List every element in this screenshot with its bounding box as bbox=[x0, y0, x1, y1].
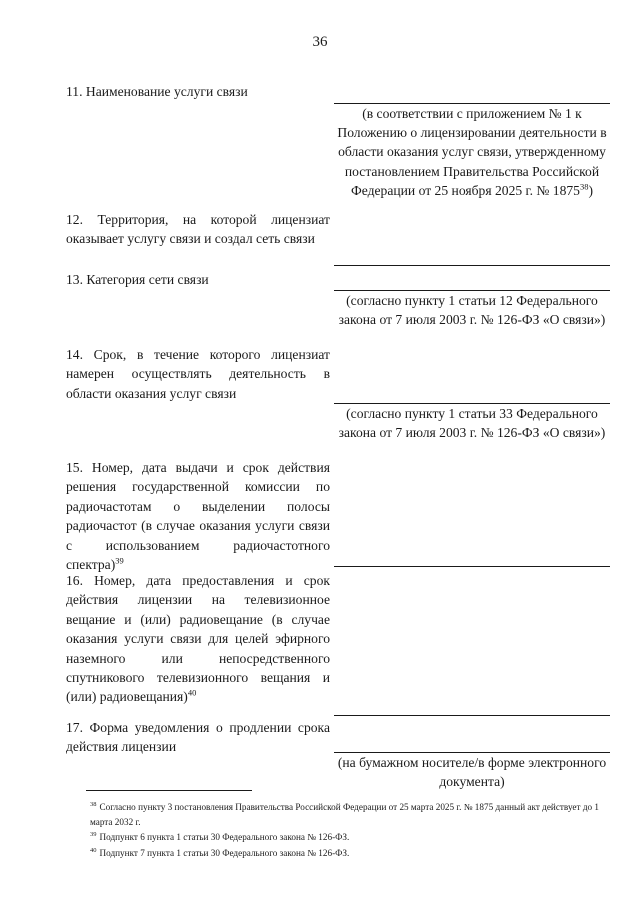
item-15-text: 15. Номер, дата выдачи и срок действия решения государственной комиссии по радиочастотам о выделении полосы радиочастот (в случае оказания услуги связи с использованием радиочастотного спектра) bbox=[66, 460, 330, 573]
footnote-38-mark: 38 bbox=[90, 800, 97, 808]
item-12-text: 12. Территория, на которой лицензиат оказывает услугу связи и создал сеть связи bbox=[66, 212, 330, 247]
item-15-answer-line bbox=[334, 566, 610, 567]
item-17-label bbox=[66, 718, 330, 757]
footnote-38-text: Согласно пункту 3 постановления Правительства Российской Федерации от 25 марта 2025 г. № 1875 данный акт действует до 1 марта 2032 г. bbox=[90, 802, 599, 828]
footnote-39 bbox=[90, 830, 612, 845]
item-12-answer-line bbox=[334, 265, 610, 266]
page-number: 36 bbox=[312, 34, 328, 50]
item-13-text: 13. Категория сети связи bbox=[66, 272, 209, 287]
item-13-label bbox=[66, 270, 330, 289]
note-activity-term bbox=[334, 404, 610, 442]
footnote-40-mark: 40 bbox=[90, 846, 97, 854]
item-14-label bbox=[66, 345, 330, 403]
item-15-label bbox=[66, 458, 330, 574]
footnote-ref-40[interactable]: 40 bbox=[187, 687, 197, 698]
item-16-answer-line bbox=[334, 715, 610, 716]
footnote-39-mark: 39 bbox=[90, 830, 97, 838]
footnote-ref-38[interactable]: 38 bbox=[579, 181, 589, 192]
footnote-ref-39[interactable]: 39 bbox=[115, 555, 124, 566]
item-11-text: 11. Наименование услуги связи bbox=[66, 84, 248, 99]
footnote-separator bbox=[86, 790, 252, 791]
note-service-name bbox=[334, 104, 610, 200]
note-service-name-text: (в соответствии с приложением № 1 к Положению о лицензировании деятельности в области оказания услуг связи, утвержденному постановлением Правительства Российской Федерации от 25 ноября 2025 г. № 1875 bbox=[337, 106, 607, 198]
item-16-label bbox=[66, 571, 330, 707]
note-network-category-text: (согласно пункту 1 статьи 12 Федерального закона от 7 июля 2003 г. № 126-ФЗ «О связи») bbox=[338, 293, 606, 328]
item-12-label bbox=[66, 210, 330, 249]
footnote-40 bbox=[90, 846, 612, 861]
note-service-name-tail: ) bbox=[588, 182, 593, 198]
item-14-text: 14. Срок, в течение которого лицензиат намерен осуществлять деятельность в области оказания услуг связи bbox=[66, 347, 330, 401]
note-network-category bbox=[334, 291, 610, 329]
footnote-40-text: Подпункт 7 пункта 1 статьи 30 Федерального закона № 126-ФЗ. bbox=[99, 848, 350, 858]
item-16-text: 16. Номер, дата предоставления и срок действия лицензии на телевизионное вещание и (или) радиовещание (в случае оказания услуги связи для целей эфирного наземного или непосредственного спутникового телевизионного вещания и (или) радиовещания) bbox=[66, 573, 330, 705]
item-17-text: 17. Форма уведомления о продлении срока действия лицензии bbox=[66, 720, 330, 755]
note-notification-form bbox=[334, 753, 610, 791]
note-activity-term-text: (согласно пункту 1 статьи 33 Федерального закона от 7 июля 2003 г. № 126-ФЗ «О связи») bbox=[338, 406, 606, 441]
note-notification-form-text: (на бумажном носителе/в форме электронного документа) bbox=[337, 755, 607, 790]
item-11-label bbox=[66, 82, 330, 101]
footnote-39-text: Подпункт 6 пункта 1 статьи 30 Федерального закона № 126-ФЗ. bbox=[99, 832, 350, 842]
footnote-38 bbox=[90, 800, 612, 830]
